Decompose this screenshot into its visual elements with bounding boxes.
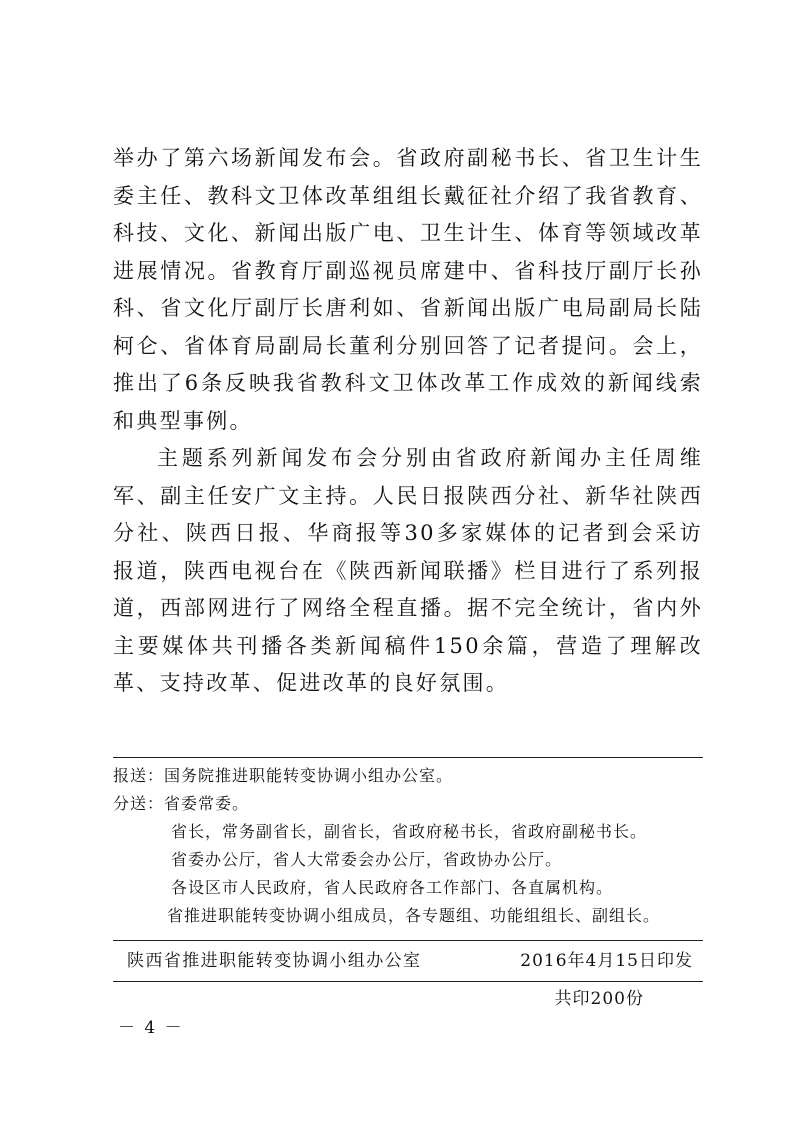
- page-number: － 4 －: [118, 1018, 184, 1038]
- distribution-top-rule: [113, 757, 703, 758]
- body-paragraph-2: 主题系列新闻发布会分别由省政府新闻办主任周维军、副主任安广文主持。人民日报陕西分社、新华社陕西分社、陕西日报、华商报等30多家媒体的记者到会采访报道，陕西电视台在《陕西新闻联播》栏目进行了系列报道，西部网进行了网络全程直播。据不完全统计，省内外主要媒体共刊播各类新闻稿件150余篇，营造了理解改革、支持改革、促进改革的良好氛围。: [113, 446, 703, 695]
- copy-to-value: 省委常委。: [164, 794, 250, 813]
- copy-to-recipients-4: 省推进职能转变协调小组成员，各专题组、功能组组长、副组长。: [167, 906, 661, 925]
- copy-to-row: [113, 790, 703, 818]
- report-to-value: 国务院推进职能转变协调小组办公室。: [164, 766, 454, 785]
- copy-to-recipients-1: 省长，常务副省长，副省长，省政府秘书长，省政府副秘书长。: [171, 822, 648, 841]
- report-to-row: [113, 762, 703, 790]
- issuer-organization: 陕西省推进职能转变协调小组办公室: [127, 951, 422, 971]
- distribution-list: [113, 762, 703, 930]
- copies-count: 共印200份: [554, 989, 644, 1009]
- issuer-bottom-rule: [113, 981, 703, 982]
- copy-to-recipients-2: 省委办公厅，省人大常委会办公厅，省政协办公厅。: [171, 850, 563, 869]
- issuer-top-rule: [113, 940, 703, 941]
- issue-date: 2016年4月15日印发: [520, 951, 693, 971]
- issuer-line: [113, 942, 703, 980]
- body-text: [113, 140, 703, 703]
- report-to-label: 报送：: [113, 766, 165, 785]
- copy-to-recipients-3: 各设区市人民政府，省人民政府各工作部门、各直属机构。: [171, 878, 614, 897]
- copy-to-label: 分送：: [113, 794, 165, 813]
- body-paragraph-1: 举办了第六场新闻发布会。省政府副秘书长、省卫生计生委主任、教科文卫体改革组组长戴征社介绍了我省教育、科技、文化、新闻出版广电、卫生计生、体育等领域改革进展情况。省教育厅副巡视员席建中、省科技厅副厅长孙科、省文化厅副厅长唐利如、省新闻出版广电局副局长陆柯仑、省体育局副局长董利分别回答了记者提问。会上，推出了6条反映我省教科文卫体改革工作成效的新闻线索和典型事例。: [113, 146, 703, 433]
